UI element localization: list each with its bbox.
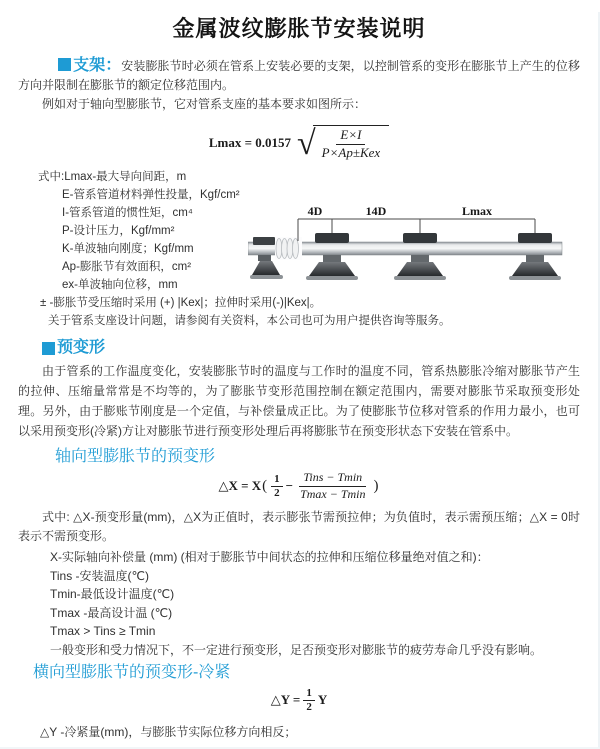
minus-sign: −	[285, 478, 294, 493]
definition-line: Tins -安装温度(℃)	[50, 568, 150, 583]
definition-line: Tmax -最高设计温 (℃)	[50, 605, 173, 620]
fraction-numerator: E×I	[336, 128, 365, 145]
dim-label-lmax: Lmax	[462, 204, 492, 218]
blue-square-icon	[58, 58, 71, 71]
definition-line: E-管系管道材料弹性投量，Kgf/cm²	[62, 189, 240, 201]
predeform-paragraph: 由于管系的工作温度变化，安装膨胀节时的温度与工作时的温度不同，管系热膨胀冷缩对膨胀节产生的拉伸、压缩量常常是不均等的，为了膨胀节变形范围控制在额定范围内，需要对膨胀节采取预变形处理。另外，由于膨账节刚度是一个定值，与补偿量成正比。为了使膨胀节位移对管系的作用力最小，也可以采用预变形(冷紧)方让对膨胀节进行预变形处理后再将膨胀节在预变形状态下安装在管系中。	[18, 364, 580, 438]
definition-line: Ap-膨胀节有效面积，cm²	[62, 261, 192, 273]
predeform-section-heading	[42, 338, 598, 358]
support-paragraph-text: 安装膨胀节时必须在管系上安装必要的支架，以控制管系的变形在膨胀节上产生的位移方向并限制在膨胀节的额定位移范围内。	[18, 59, 580, 92]
lateral-predeform-formula	[0, 686, 598, 714]
lmax-formula-fraction	[318, 128, 385, 161]
definition-line: ex-单波轴向位移，mm	[62, 279, 178, 291]
radical-sign: √ $\frac{E\times I}{\text{P×Ap±Kex}}$	[297, 125, 389, 161]
remark-line: 一般变形和受力情况下，不一定进行预变形，足否预变形对膨胀节的疲劳寿命几乎没有影响。	[50, 642, 543, 657]
pipe-support-spacing-diagram	[248, 204, 564, 288]
blue-square-icon	[42, 342, 55, 355]
lateral-note-line: △Y -冷紧量(mm)，与膨胀节实际位移方向相反；	[40, 725, 297, 739]
page-title: 金属波纹膨胀节安装说明	[172, 16, 426, 41]
dim-label-4d: 4D	[307, 204, 323, 218]
dim-label-14d: 14D	[365, 204, 387, 218]
definition-line: Tmax > Tins ≥ Tmin	[50, 624, 156, 638]
axial-subheading: 轴向型膨胀节的预变形	[55, 448, 216, 465]
support-heading-label: 支架：	[73, 57, 122, 74]
service-note-line: 关于管系支座设计问题，请参阅有关资料，本公司也可为用户提供咨询等服务。	[48, 315, 451, 327]
lateral-formula-rhs: Y	[317, 692, 328, 707]
one-half-fraction: $\frac{1}{2}$	[303, 687, 315, 712]
definition-line: K-单波轴向刚度；Kgf/mm	[62, 243, 194, 255]
definition-line: Tmin-最低设计温度(℃)	[50, 587, 175, 601]
support-example-line: 例如对于轴向型膨胀节，它对管系支座的基本要求如图所示：	[42, 97, 367, 111]
lateral-subheading: 横向型膨胀节的预变形-冷紧	[33, 664, 231, 681]
pipe-support-icon	[509, 233, 561, 280]
temperature-fraction	[296, 471, 369, 502]
close-paren: )	[373, 477, 379, 494]
lateral-formula-lhs: △Y =	[270, 692, 301, 707]
pipe-support-icon	[394, 233, 446, 280]
diagram-svg	[248, 204, 564, 288]
fraction-denominator: Tmax − Tmin	[300, 486, 366, 501]
fraction-denominator: P×Ap±Kex	[321, 145, 381, 160]
one-half-fraction: $\frac{1}{2}$	[271, 473, 283, 498]
document-page	[0, 12, 600, 749]
support-section-heading	[58, 57, 121, 74]
lmax-formula	[0, 124, 598, 162]
pipe-support-icon	[306, 233, 358, 280]
predeform-heading-label: 预变形	[57, 339, 106, 356]
definition-line: X-实际轴向补偿量 (mm) (相对于膨胀节中间状态的拉伸和压缩位移量绝对值之和)：	[50, 550, 489, 564]
open-paren: (	[262, 477, 268, 494]
definition-line: P-设计压力，Kgf/mm²	[62, 225, 175, 237]
axial-definition-list	[0, 548, 598, 659]
support-intro-paragraph	[18, 56, 580, 95]
fraction-numerator: Tins − Tmin	[299, 471, 366, 487]
definition-line: 式中:Lmax-最大导向间距，m	[38, 171, 187, 183]
definition-line: I-管系管道的惯性矩，cm⁴	[62, 207, 193, 219]
axial-formula-explanation: 式中: △X-预变形量(mm)，△X为正值时，表示膨张节需预拉伸；为负值时，表示需预压缩；△X = 0时表示不需预变形。	[18, 510, 580, 543]
lmax-formula-lhs: Lmax = 0.0157	[208, 135, 291, 150]
axial-predeform-formula	[0, 470, 598, 502]
definition-line: ± -膨胀节受压缩时采用 (+) |Kex|；拉伸时采用(-)|Kex|。	[40, 297, 322, 309]
axial-formula-lhs: △X = X	[218, 478, 262, 493]
